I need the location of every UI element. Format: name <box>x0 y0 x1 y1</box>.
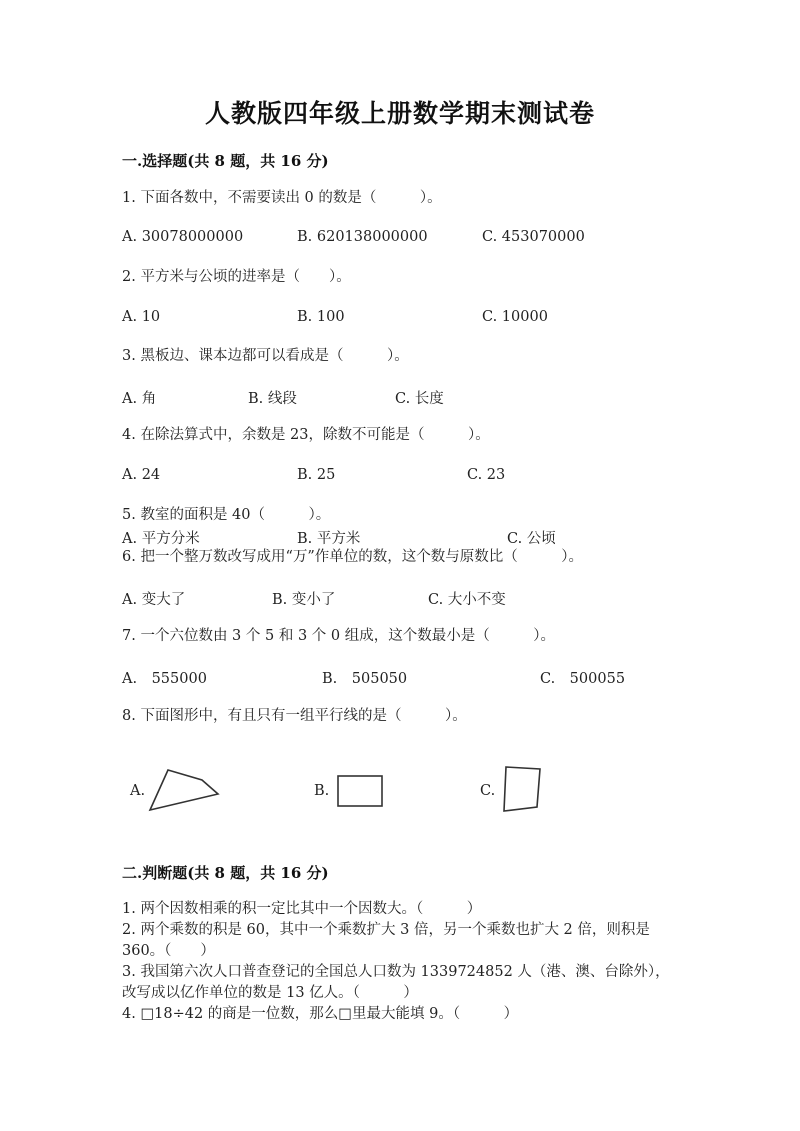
question-5: 5. 教室的面积是 40（ ）。 <box>122 507 331 523</box>
question-2: 2. 平方米与公顷的进率是（ ）。 <box>122 269 351 285</box>
q7-option-c: C. 500055 <box>540 671 626 687</box>
q4-option-c: C. 23 <box>467 467 506 483</box>
question-7: 7. 一个六位数由 3 个 5 和 3 个 0 组成，这个数最小是（ ）。 <box>122 628 555 644</box>
q7-option-b: B. 505050 <box>322 671 408 687</box>
q4-option-a: A. 24 <box>122 467 161 483</box>
page-title: 人教版四年级上册数学期末测试卷 <box>204 99 595 128</box>
question-6: 6. 把一个整万数改写成用“万”作单位的数，这个数与原数比（ ）。 <box>122 549 584 565</box>
q6-option-a: A. 变大了 <box>122 592 186 608</box>
trapezoid-shape-c <box>502 765 542 813</box>
q1-option-b: B. 620138000000 <box>297 229 428 245</box>
q2-option-b: B. 100 <box>297 309 345 325</box>
q6-option-c: C. 大小不变 <box>428 592 506 608</box>
trapezium-shape-a <box>148 768 220 812</box>
rectangle-shape-b <box>337 775 383 807</box>
question-4: 4. 在除法算式中，余数是 23，除数不可能是（ ）。 <box>122 427 490 443</box>
q5-option-c: C. 公顷 <box>507 531 556 547</box>
q3-option-a: A. 角 <box>122 391 157 407</box>
q1-option-a: A. 30078000000 <box>122 229 244 245</box>
q3-option-c: C. 长度 <box>395 391 444 407</box>
q1-option-c: C. 453070000 <box>482 229 585 245</box>
q4-option-b: B. 25 <box>297 467 336 483</box>
section-heading-judgement: 二.判断题(共 8 题，共 16 分) <box>122 864 329 882</box>
section-heading-choice: 一.选择题(共 8 题，共 16 分) <box>122 152 329 170</box>
q2-option-c: C. 10000 <box>482 309 548 325</box>
q2-option-a: A. 10 <box>122 309 161 325</box>
judgement-question-1: 1. 两个因数相乘的积一定比其中一个因数大。（ ） <box>122 901 482 917</box>
question-3: 3. 黑板边、课本边都可以看成是（ ）。 <box>122 348 409 364</box>
q8-option-b-label: B. <box>314 783 330 799</box>
judgement-question-2: 2. 两个乘数的积是 60，其中一个乘数扩大 3 倍，另一个乘数也扩大 2 倍，则积是 360。（ ） <box>122 922 650 959</box>
q8-option-c-label: C. <box>480 783 496 799</box>
q5-option-b: B. 平方米 <box>297 531 361 547</box>
q8-option-a-label: A. <box>130 783 146 799</box>
q3-option-b: B. 线段 <box>248 391 297 407</box>
q5-option-a: A. 平方分米 <box>122 531 200 547</box>
q6-option-b: B. 变小了 <box>272 592 336 608</box>
judgement-question-4: 4. □18÷42 的商是一位数，那么□里最大能填 9。（ ） <box>122 1006 519 1022</box>
judgement-question-3: 3. 我国第六次人口普查登记的全国总人口数为 1339724852 人（港、澳、台除外），改写成以亿作单位的数是 13 亿人。（ ） <box>122 964 670 1001</box>
question-1: 1. 下面各数中，不需要读出 0 的数是（ ）。 <box>122 190 442 206</box>
q7-option-a: A. 555000 <box>122 671 207 687</box>
question-8: 8. 下面图形中，有且只有一组平行线的是（ ）。 <box>122 708 467 724</box>
